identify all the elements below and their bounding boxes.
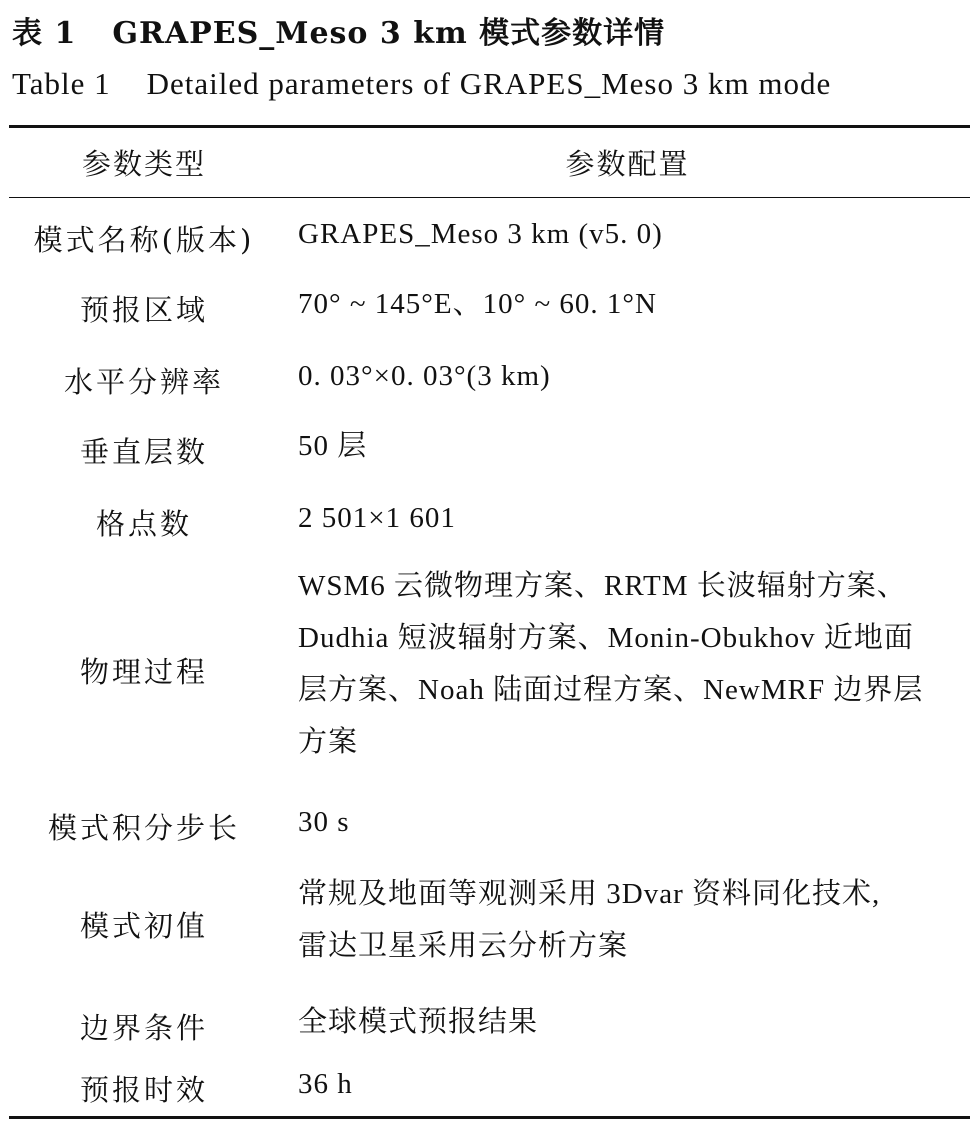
table-bottom-rule (9, 1116, 970, 1119)
row-label: 物理过程 (79, 655, 208, 689)
row-value: 30 s (298, 806, 350, 838)
row-value (298, 868, 970, 972)
row-value: GRAPES_Meso 3 km (v5. 0) (298, 218, 663, 250)
row-label: 模式名称(版本) (33, 223, 255, 257)
row-label: 预报时效 (79, 1073, 208, 1107)
row-label: 模式初值 (79, 909, 208, 943)
column-header-parameter-type: 参数类型 (81, 147, 206, 181)
row-label: 预报区域 (79, 293, 208, 327)
row-value (298, 560, 970, 768)
table-title-english: Detailed parameters of GRAPES_Meso 3 km mode (146, 66, 832, 101)
row-label: 模式积分步长 (47, 811, 240, 845)
table-number-chinese: 表 1 (12, 16, 77, 51)
value-line: 雷达卫星采用云分析方案 (298, 930, 629, 962)
table-caption-english (12, 66, 831, 102)
row-value: 36 h (298, 1068, 353, 1100)
table-number-english: Table 1 (12, 66, 111, 101)
row-label: 垂直层数 (79, 435, 208, 469)
table-title-chinese: GRAPES_Meso 3 km 模式参数详情 (112, 16, 666, 51)
column-header-parameter-config: 参数配置 (565, 147, 690, 181)
row-value: 0. 03°×0. 03°(3 km) (298, 360, 551, 392)
row-value: 50 层 (298, 430, 368, 462)
row-label: 边界条件 (79, 1011, 208, 1045)
value-line: WSM6 云微物理方案、RRTM 长波辐射方案、 (298, 570, 907, 602)
value-line: 常规及地面等观测采用 3Dvar 资料同化技术, (298, 878, 881, 910)
table-top-rule (9, 125, 970, 128)
table-header-rule (9, 197, 970, 198)
value-line: 方案 (298, 726, 359, 758)
value-line: Dudhia 短波辐射方案、Monin-Obukhov 近地面 (298, 622, 914, 654)
table-caption-chinese (12, 8, 665, 52)
row-value: 2 501×1 601 (298, 502, 456, 534)
row-value: 全球模式预报结果 (298, 1006, 539, 1038)
value-line: 层方案、Noah 陆面过程方案、NewMRF 边界层 (298, 674, 924, 706)
row-label: 水平分辨率 (63, 365, 224, 399)
row-value: 70° ~ 145°E、10° ~ 60. 1°N (298, 288, 657, 320)
row-label: 格点数 (95, 507, 192, 541)
